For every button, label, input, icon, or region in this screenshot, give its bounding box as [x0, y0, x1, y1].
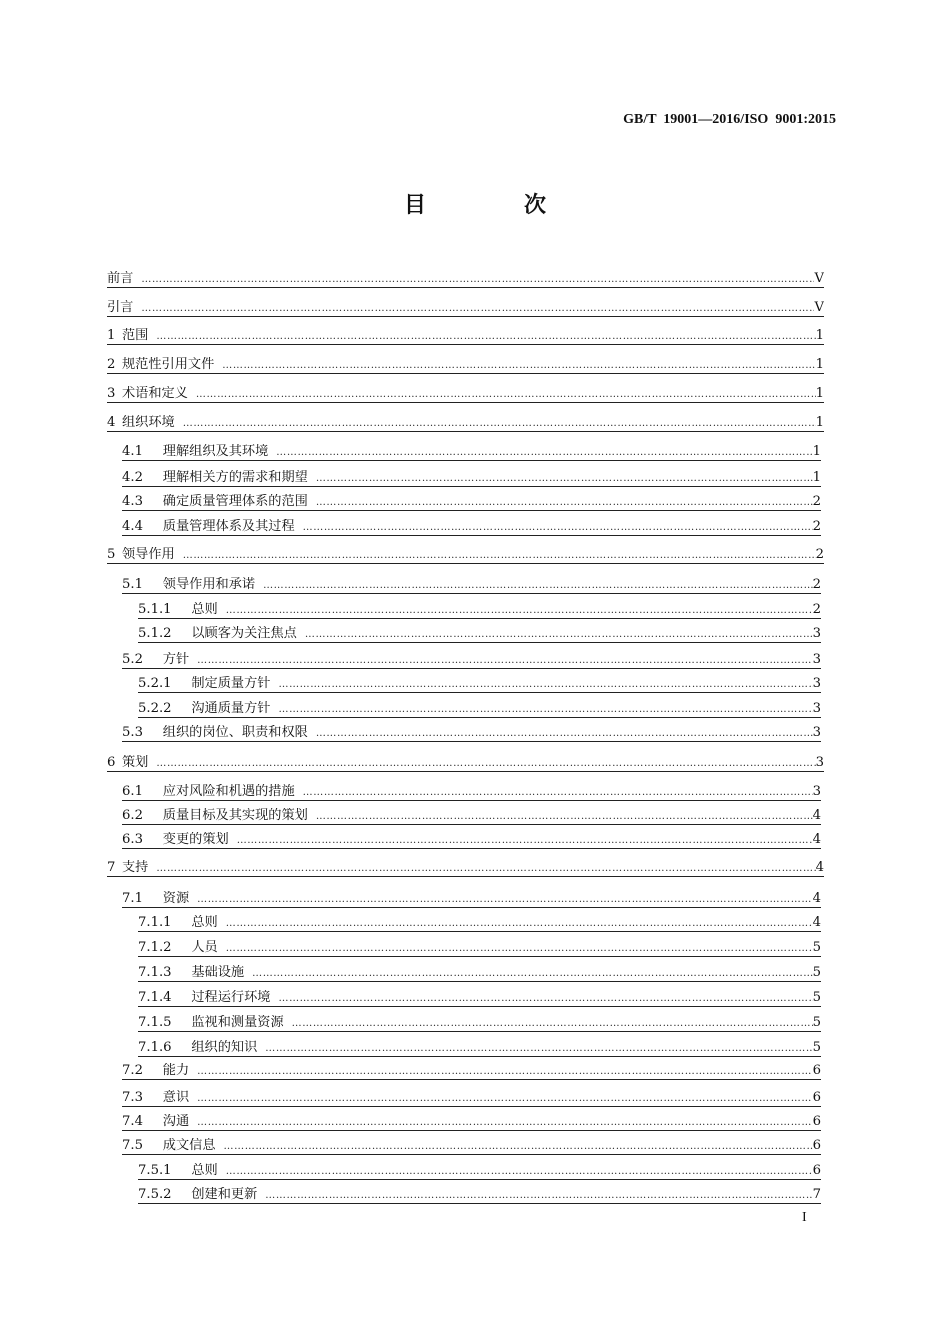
toc-leader-dots	[197, 1063, 812, 1079]
toc-entry-label: 7.1.3 基础设施	[138, 965, 245, 980]
toc-leader-dots	[252, 965, 813, 981]
toc-leader-dots	[316, 725, 813, 741]
toc-entry-label: 7.5.2 创建和更新	[138, 1187, 258, 1202]
toc-entry[interactable]	[138, 1015, 821, 1032]
toc-entry-label: 2 规范性引用文件	[107, 357, 215, 372]
toc-entry-label: 6.3 变更的策划	[122, 832, 229, 847]
toc-entry-label: 前言	[107, 271, 134, 286]
toc-entry-page: 6	[812, 1138, 821, 1153]
toc-entry[interactable]	[122, 1063, 821, 1080]
toc-entry[interactable]	[138, 701, 821, 718]
toc-entry-label: 7 支持	[107, 860, 149, 875]
toc-entry[interactable]	[107, 271, 824, 288]
toc-entry-page: 6	[812, 1163, 821, 1178]
toc-entry[interactable]	[122, 1114, 821, 1131]
toc-entry-page: 4	[812, 832, 821, 847]
toc-entry-page: 6	[812, 1063, 821, 1078]
toc-entry[interactable]	[107, 357, 824, 374]
toc-entry[interactable]	[138, 676, 821, 693]
toc-entry-label: 7.1.4 过程运行环境	[138, 990, 271, 1005]
toc-entry-label: 7.4 沟通	[122, 1114, 190, 1129]
toc-entry-label: 5.2.1 制定质量方针	[138, 676, 271, 691]
toc-entry[interactable]	[122, 494, 821, 511]
toc-leader-dots	[224, 1138, 813, 1154]
toc-entry-page: 4	[812, 915, 821, 930]
toc-entry-page: 2	[812, 519, 821, 534]
toc-entry[interactable]	[122, 444, 821, 461]
toc-entry-label: 4.2 理解相关方的需求和期望	[122, 470, 308, 485]
toc-entry-label: 6 策划	[107, 755, 149, 770]
toc-leader-dots	[278, 990, 812, 1006]
toc-leader-dots	[183, 415, 816, 431]
toc-entry-page: 3	[812, 725, 821, 740]
toc-entry-label: 4.4 质量管理体系及其过程	[122, 519, 295, 534]
toc-leader-dots	[196, 386, 816, 402]
toc-entry-page: 5	[812, 1040, 821, 1055]
toc-entry-label: 4.1 理解组织及其环境	[122, 444, 269, 459]
toc-leader-dots	[316, 470, 813, 486]
toc-entry-page: 5	[812, 965, 821, 980]
toc-entry-label: 4 组织环境	[107, 415, 175, 430]
toc-entry-page: 5	[812, 940, 821, 955]
toc-title: 目 次	[403, 193, 584, 218]
toc-leader-dots	[226, 602, 813, 618]
toc-leader-dots	[305, 626, 813, 642]
toc-entry[interactable]	[138, 990, 821, 1007]
toc-entry-page: 1	[815, 328, 824, 343]
toc-leader-dots	[316, 808, 813, 824]
toc-entry-label: 7.2 能力	[122, 1063, 190, 1078]
toc-entry[interactable]	[122, 784, 821, 801]
toc-entry[interactable]	[138, 602, 821, 619]
toc-entry-page: 1	[815, 415, 824, 430]
toc-entry-label: 7.1.5 监视和测量资源	[138, 1015, 284, 1030]
toc-entry-label: 7.5.1 总则	[138, 1163, 218, 1178]
toc-leader-dots	[197, 1114, 812, 1130]
toc-entry[interactable]	[138, 940, 821, 957]
toc-entry[interactable]	[107, 415, 824, 432]
toc-entry[interactable]	[138, 626, 821, 643]
toc-entry-page: 4	[812, 808, 821, 823]
toc-entry-label: 7.1.2 人员	[138, 940, 218, 955]
toc-entry[interactable]	[122, 832, 821, 849]
toc-entry-label: 7.1.1 总则	[138, 915, 218, 930]
toc-entry[interactable]	[138, 1163, 821, 1180]
toc-entry[interactable]	[122, 808, 821, 825]
toc-entry-page: 2	[812, 602, 821, 617]
toc-entry-page: 4	[812, 891, 821, 906]
toc-entry-page: V	[814, 271, 824, 286]
toc-entry-page: 6	[812, 1114, 821, 1129]
toc-entry-page: 1	[815, 386, 824, 401]
toc-leader-dots	[226, 1163, 813, 1179]
toc-leader-dots	[226, 915, 813, 931]
toc-leader-dots	[156, 860, 815, 876]
toc-entry[interactable]	[122, 652, 821, 669]
toc-leader-dots	[316, 494, 813, 510]
toc-entry[interactable]	[138, 915, 821, 932]
toc-entry[interactable]	[122, 519, 821, 536]
toc-entry-label: 7.1 资源	[122, 891, 190, 906]
toc-leader-dots	[292, 1015, 813, 1031]
toc-entry-label: 5.2.2 沟通质量方针	[138, 701, 271, 716]
toc-leader-dots	[265, 1040, 812, 1056]
toc-entry-page: 2	[812, 577, 821, 592]
toc-leader-dots	[156, 755, 815, 771]
toc-leader-dots	[141, 300, 814, 316]
toc-leader-dots	[141, 271, 814, 287]
toc-entry[interactable]	[107, 386, 824, 403]
toc-leader-dots	[226, 940, 813, 956]
toc-leader-dots	[222, 357, 815, 373]
toc-entry-label: 5.1.1 总则	[138, 602, 218, 617]
standard-code: GB/T 19001—2016/ISO 9001:2015	[623, 112, 836, 127]
toc-leader-dots	[183, 547, 816, 563]
toc-entry-label: 1 范围	[107, 328, 149, 343]
toc-entry[interactable]	[138, 965, 821, 982]
toc-entry[interactable]	[138, 1187, 821, 1204]
toc-entry[interactable]	[138, 1040, 821, 1057]
toc-leader-dots	[197, 652, 812, 668]
toc-entry-page: 2	[815, 547, 824, 562]
toc-entry-label: 3 术语和定义	[107, 386, 188, 401]
toc-entry[interactable]	[122, 891, 821, 908]
toc-entry-page: 4	[815, 860, 824, 875]
toc-entry-page: 1	[812, 470, 821, 485]
toc-entry-page: 3	[812, 652, 821, 667]
toc-entry-page: 5	[812, 990, 821, 1005]
toc-entry-page: 1	[812, 444, 821, 459]
toc-entry[interactable]	[107, 547, 824, 564]
toc-leader-dots	[156, 328, 815, 344]
toc-entry-page: 3	[812, 784, 821, 799]
toc-leader-dots	[278, 701, 812, 717]
toc-entry-page: 1	[815, 357, 824, 372]
toc-entry-label: 6.1 应对风险和机遇的措施	[122, 784, 295, 799]
toc-entry[interactable]	[107, 328, 824, 345]
toc-entry[interactable]	[107, 755, 824, 772]
toc-entry-label: 5.1 领导作用和承诺	[122, 577, 256, 592]
toc-leader-dots	[303, 784, 813, 800]
toc-leader-dots	[303, 519, 813, 535]
toc-entry-page: 3	[812, 626, 821, 641]
toc-entry[interactable]	[107, 300, 824, 317]
toc-entry-label: 5.1.2 以顾客为关注焦点	[138, 626, 297, 641]
toc-entry-page: V	[814, 300, 824, 315]
toc-entry-label: 7.5 成文信息	[122, 1138, 216, 1153]
toc-entry-label: 7.1.6 组织的知识	[138, 1040, 258, 1055]
toc-leader-dots	[197, 891, 812, 907]
toc-entry[interactable]	[122, 470, 821, 487]
toc-leader-dots	[276, 444, 812, 460]
toc-entry-label: 5.2 方针	[122, 652, 190, 667]
toc-leader-dots	[237, 832, 813, 848]
toc-entry-page: 3	[815, 755, 824, 770]
toc-entry-page: 2	[812, 494, 821, 509]
toc-entry-page: 5	[812, 1015, 821, 1030]
toc-entry-label: 引言	[107, 300, 134, 315]
toc-leader-dots	[263, 577, 813, 593]
toc-entry-label: 4.3 确定质量管理体系的范围	[122, 494, 308, 509]
toc-leader-dots	[278, 676, 812, 692]
toc-leader-dots	[197, 1090, 812, 1106]
toc-entry-label: 5.3 组织的岗位、职责和权限	[122, 725, 308, 740]
toc-entry[interactable]	[122, 577, 821, 594]
toc-entry-page: 3	[812, 676, 821, 691]
toc-entry-page: 3	[812, 701, 821, 716]
toc-entry[interactable]	[122, 725, 821, 742]
toc-entry[interactable]	[122, 1090, 821, 1107]
toc-entry[interactable]	[107, 860, 824, 877]
toc-leader-dots	[265, 1187, 812, 1203]
toc-entry-page: 6	[812, 1090, 821, 1105]
toc-entry[interactable]	[122, 1138, 821, 1155]
toc-entry-label: 7.3 意识	[122, 1090, 190, 1105]
toc-entry-label: 6.2 质量目标及其实现的策划	[122, 808, 308, 823]
toc-entry-page: 7	[812, 1187, 821, 1202]
page-number: I	[802, 1210, 807, 1225]
toc-entry-label: 5 领导作用	[107, 547, 175, 562]
